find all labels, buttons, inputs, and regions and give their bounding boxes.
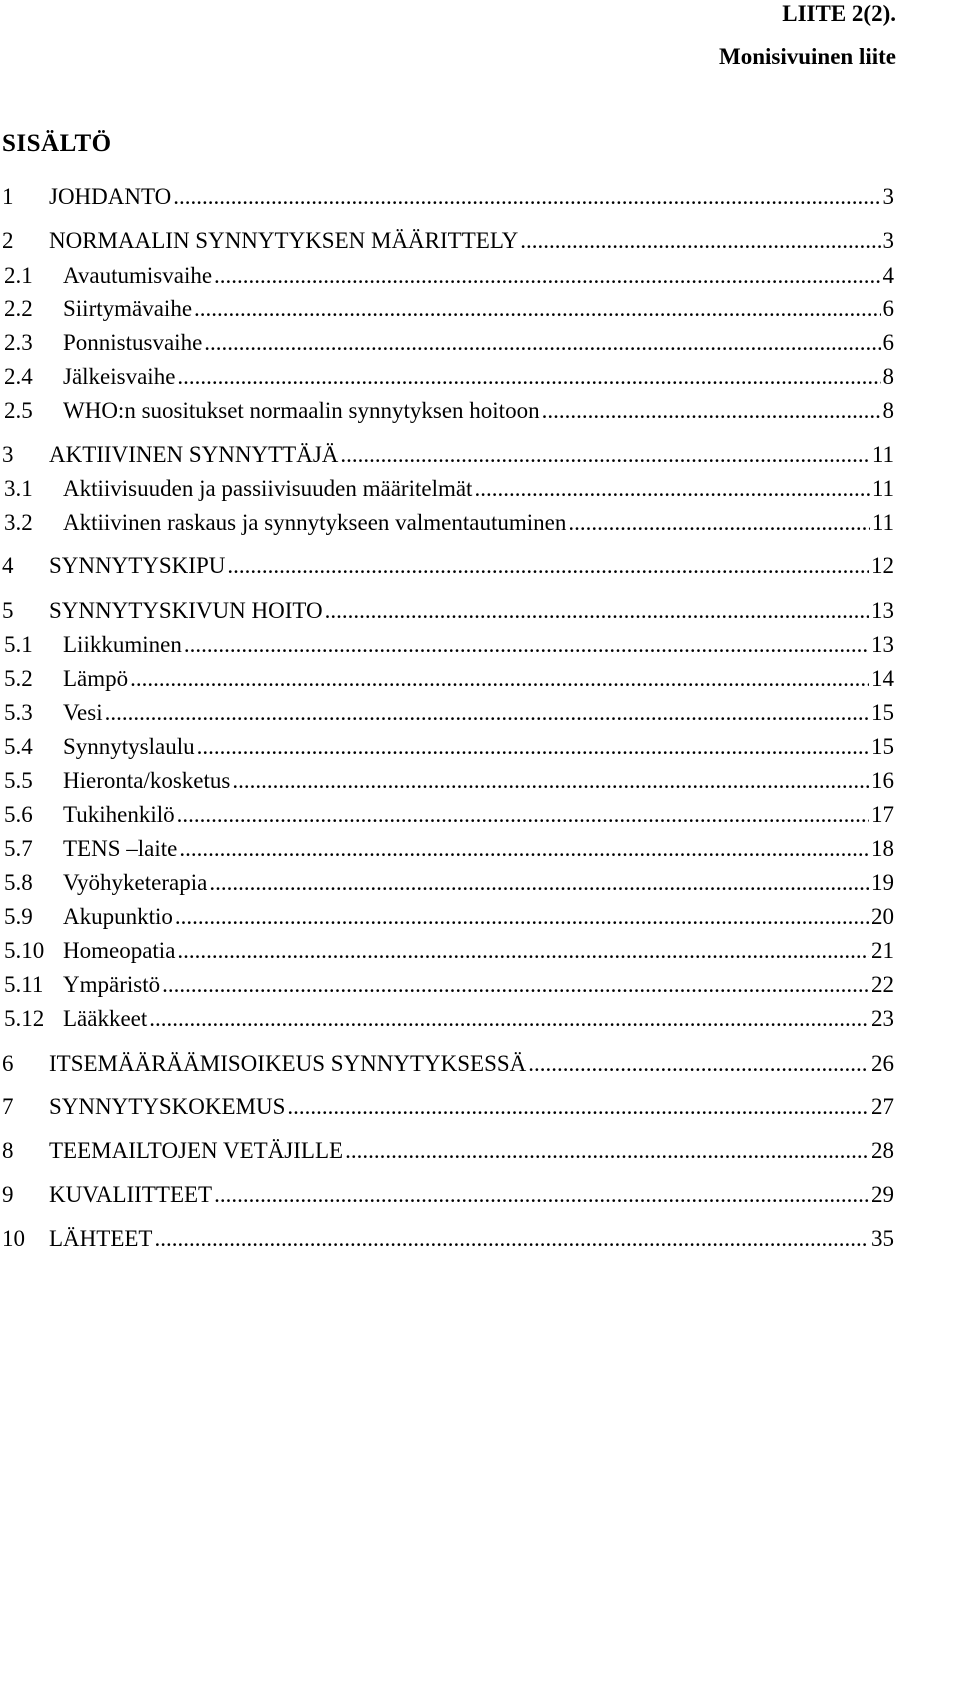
toc-entry-title: NORMAALIN SYNNYTYKSEN MÄÄRITTELY xyxy=(49,228,519,253)
dot-leader xyxy=(149,1005,869,1033)
toc-entry[interactable] xyxy=(2,797,894,829)
appendix-label: LIITE 2(2). xyxy=(782,1,896,26)
toc-entry-number: 5.11 xyxy=(4,972,44,997)
toc-entry[interactable] xyxy=(2,1221,894,1253)
dot-leader xyxy=(474,475,869,503)
toc-entry-title: Lämpö xyxy=(63,666,129,691)
toc-entry-number: 5.6 xyxy=(4,802,33,827)
toc-entry-page-number: 14 xyxy=(871,666,894,691)
toc-entry-title: Synnytyslaulu xyxy=(63,734,195,759)
toc-entry-title: LÄHTEET xyxy=(49,1226,153,1251)
toc-entry[interactable] xyxy=(2,437,894,469)
toc-entry-number: 5.7 xyxy=(4,836,33,861)
toc-entry-number: 3 xyxy=(2,442,14,467)
toc-entry-number: 7 xyxy=(2,1094,14,1119)
toc-entry-page-number: 15 xyxy=(871,700,894,725)
toc-entry-title: Hieronta/kosketus xyxy=(63,768,231,793)
toc-entry-title: Vyöhyketerapia xyxy=(63,870,208,895)
toc-entry[interactable] xyxy=(2,933,894,965)
dot-leader xyxy=(528,1050,869,1078)
dot-leader xyxy=(194,295,880,323)
toc-entry[interactable] xyxy=(2,393,894,425)
dot-leader xyxy=(130,665,869,693)
toc-entry-page-number: 6 xyxy=(882,330,894,355)
dot-leader xyxy=(162,971,869,999)
toc-entry-title: Jälkeisvaihe xyxy=(63,364,176,389)
toc-entry[interactable] xyxy=(2,899,894,931)
dot-leader xyxy=(209,869,869,897)
toc-entry-page-number: 27 xyxy=(871,1094,894,1119)
dot-leader xyxy=(204,329,880,357)
dot-leader xyxy=(325,597,869,625)
dot-leader xyxy=(214,262,880,290)
toc-entry[interactable] xyxy=(2,505,894,537)
toc-entry-number: 2.4 xyxy=(4,364,33,389)
toc-entry[interactable] xyxy=(2,548,894,580)
toc-entry-number: 4 xyxy=(2,553,14,578)
toc-entry-title: AKTIIVINEN SYNNYTTÄJÄ xyxy=(49,442,339,467)
toc-entry-title: JOHDANTO xyxy=(49,184,172,209)
toc-entry-page-number: 13 xyxy=(871,598,894,623)
dot-leader xyxy=(520,227,880,255)
toc-entry-number: 2.5 xyxy=(4,398,33,423)
toc-entry-page-number: 19 xyxy=(871,870,894,895)
toc-entry[interactable] xyxy=(2,1046,894,1078)
toc-entry-title: SYNNYTYSKIPU xyxy=(49,553,226,578)
toc-entry[interactable] xyxy=(2,359,894,391)
toc-entry[interactable] xyxy=(2,1089,894,1121)
toc-entry-title: Aktiivinen raskaus ja synnytykseen valmentautuminen xyxy=(63,510,567,535)
toc-entry-number: 5.12 xyxy=(4,1006,45,1031)
dot-leader xyxy=(173,183,880,211)
dot-leader xyxy=(340,441,869,469)
toc-entry[interactable] xyxy=(2,627,894,659)
toc-entry[interactable] xyxy=(2,1001,894,1033)
toc-entry-number: 2.1 xyxy=(4,263,33,288)
toc-entry-page-number: 26 xyxy=(871,1051,894,1076)
toc-entry-number: 9 xyxy=(2,1182,14,1207)
dot-leader xyxy=(227,552,869,580)
toc-entry-title: Lääkkeet xyxy=(63,1006,148,1031)
toc-entry-page-number: 12 xyxy=(871,553,894,578)
toc-entry-page-number: 18 xyxy=(871,836,894,861)
toc-entry-number: 3.2 xyxy=(4,510,33,535)
toc-entry[interactable] xyxy=(2,729,894,761)
toc-entry-number: 2.3 xyxy=(4,330,33,355)
toc-entry-title: Akupunktio xyxy=(63,904,173,929)
toc-entry[interactable] xyxy=(2,179,894,211)
toc-entry-page-number: 13 xyxy=(871,632,894,657)
dot-leader xyxy=(179,835,869,863)
toc-entry-page-number: 29 xyxy=(871,1182,894,1207)
toc-entry-title: Ympäristö xyxy=(63,972,161,997)
toc-entry-page-number: 28 xyxy=(871,1138,894,1163)
toc-entry-title: Siirtymävaihe xyxy=(63,296,193,321)
dot-leader xyxy=(154,1225,869,1253)
dot-leader xyxy=(542,397,881,425)
toc-entry-number: 3.1 xyxy=(4,476,33,501)
toc-entry-number: 5.9 xyxy=(4,904,33,929)
toc-entry-page-number: 22 xyxy=(871,972,894,997)
toc-entry[interactable] xyxy=(2,967,894,999)
toc-entry-title: Homeopatia xyxy=(63,938,176,963)
toc-entry[interactable] xyxy=(2,831,894,863)
dot-leader xyxy=(105,699,869,727)
toc-entry[interactable] xyxy=(2,325,894,357)
dot-leader xyxy=(184,631,869,659)
toc-entry-page-number: 8 xyxy=(882,398,894,423)
dot-leader xyxy=(177,363,880,391)
toc-entry-page-number: 35 xyxy=(871,1226,894,1251)
toc-entry-number: 5.1 xyxy=(4,632,33,657)
toc-entry[interactable] xyxy=(2,471,894,503)
toc-entry-number: 5.4 xyxy=(4,734,33,759)
toc-entry-page-number: 6 xyxy=(882,296,894,321)
toc-entry-number: 5.3 xyxy=(4,700,33,725)
toc-entry-number: 10 xyxy=(2,1226,25,1251)
dot-leader xyxy=(197,733,869,761)
toc-entry[interactable] xyxy=(2,763,894,795)
dot-leader xyxy=(232,767,869,795)
toc-entry-page-number: 16 xyxy=(871,768,894,793)
toc-entry-number: 2.2 xyxy=(4,296,33,321)
toc-entry-number: 5.5 xyxy=(4,768,33,793)
toc-entry-number: 5 xyxy=(2,598,14,623)
toc-entry-title: Tukihenkilö xyxy=(63,802,175,827)
toc-entry[interactable] xyxy=(2,291,894,323)
dot-leader xyxy=(287,1093,869,1121)
toc-entry-page-number: 20 xyxy=(871,904,894,929)
dot-leader xyxy=(177,801,869,829)
toc-title: SISÄLTÖ xyxy=(2,130,112,157)
dot-leader xyxy=(175,903,869,931)
toc-entry-title: Aktiivisuuden ja passiivisuuden määritelmät xyxy=(63,476,473,501)
toc-entry[interactable] xyxy=(2,223,894,255)
toc-entry-page-number: 15 xyxy=(871,734,894,759)
toc-entry[interactable] xyxy=(2,865,894,897)
toc-entry-title: ITSEMÄÄRÄÄMISOIKEUS SYNNYTYKSESSÄ xyxy=(49,1051,527,1076)
appendix-description: Monisivuinen liite xyxy=(719,44,896,69)
toc-entry-title: Vesi xyxy=(63,700,103,725)
toc-entry-number: 5.8 xyxy=(4,870,33,895)
dot-leader xyxy=(177,937,869,965)
toc-entry-number: 1 xyxy=(2,184,14,209)
toc-entry-title: Avautumisvaihe xyxy=(63,263,213,288)
toc-entry-number: 5.10 xyxy=(4,938,45,963)
toc-entry-page-number: 4 xyxy=(882,263,894,288)
toc-entry-number: 5.2 xyxy=(4,666,33,691)
toc-entry-title: WHO:n suositukset normaalin synnytyksen hoitoon xyxy=(63,398,540,423)
toc-entry-page-number: 17 xyxy=(871,802,894,827)
toc-entry-title: Liikkuminen xyxy=(63,632,182,657)
toc-entry[interactable] xyxy=(2,1177,894,1209)
toc-entry-title: TEEMAILTOJEN VETÄJILLE xyxy=(49,1138,344,1163)
toc-entry-number: 8 xyxy=(2,1138,14,1163)
toc-entry-page-number: 21 xyxy=(871,938,894,963)
toc-entry-title: TENS –laite xyxy=(63,836,178,861)
toc-entry[interactable] xyxy=(2,258,894,290)
toc-entry[interactable] xyxy=(2,593,894,625)
toc-entry-page-number: 11 xyxy=(871,510,894,535)
toc-entry[interactable] xyxy=(2,1133,894,1165)
toc-entry-page-number: 11 xyxy=(871,476,894,501)
dot-leader xyxy=(214,1181,869,1209)
toc-entry-title: Ponnistusvaihe xyxy=(63,330,203,355)
toc-entry-page-number: 3 xyxy=(882,228,894,253)
dot-leader xyxy=(568,509,870,537)
toc-entry-page-number: 3 xyxy=(882,184,894,209)
toc-entry-number: 6 xyxy=(2,1051,14,1076)
toc-entry-title: SYNNYTYSKIVUN HOITO xyxy=(49,598,323,623)
toc-entry-number: 2 xyxy=(2,228,14,253)
toc-entry-page-number: 23 xyxy=(871,1006,894,1031)
toc-entry-title: KUVALIITTEET xyxy=(49,1182,213,1207)
toc-entry-page-number: 8 xyxy=(882,364,894,389)
toc-entry[interactable] xyxy=(2,661,894,693)
toc-entry-page-number: 11 xyxy=(871,442,894,467)
dot-leader xyxy=(345,1137,869,1165)
toc-entry[interactable] xyxy=(2,695,894,727)
toc-entry-title: SYNNYTYSKOKEMUS xyxy=(49,1094,286,1119)
